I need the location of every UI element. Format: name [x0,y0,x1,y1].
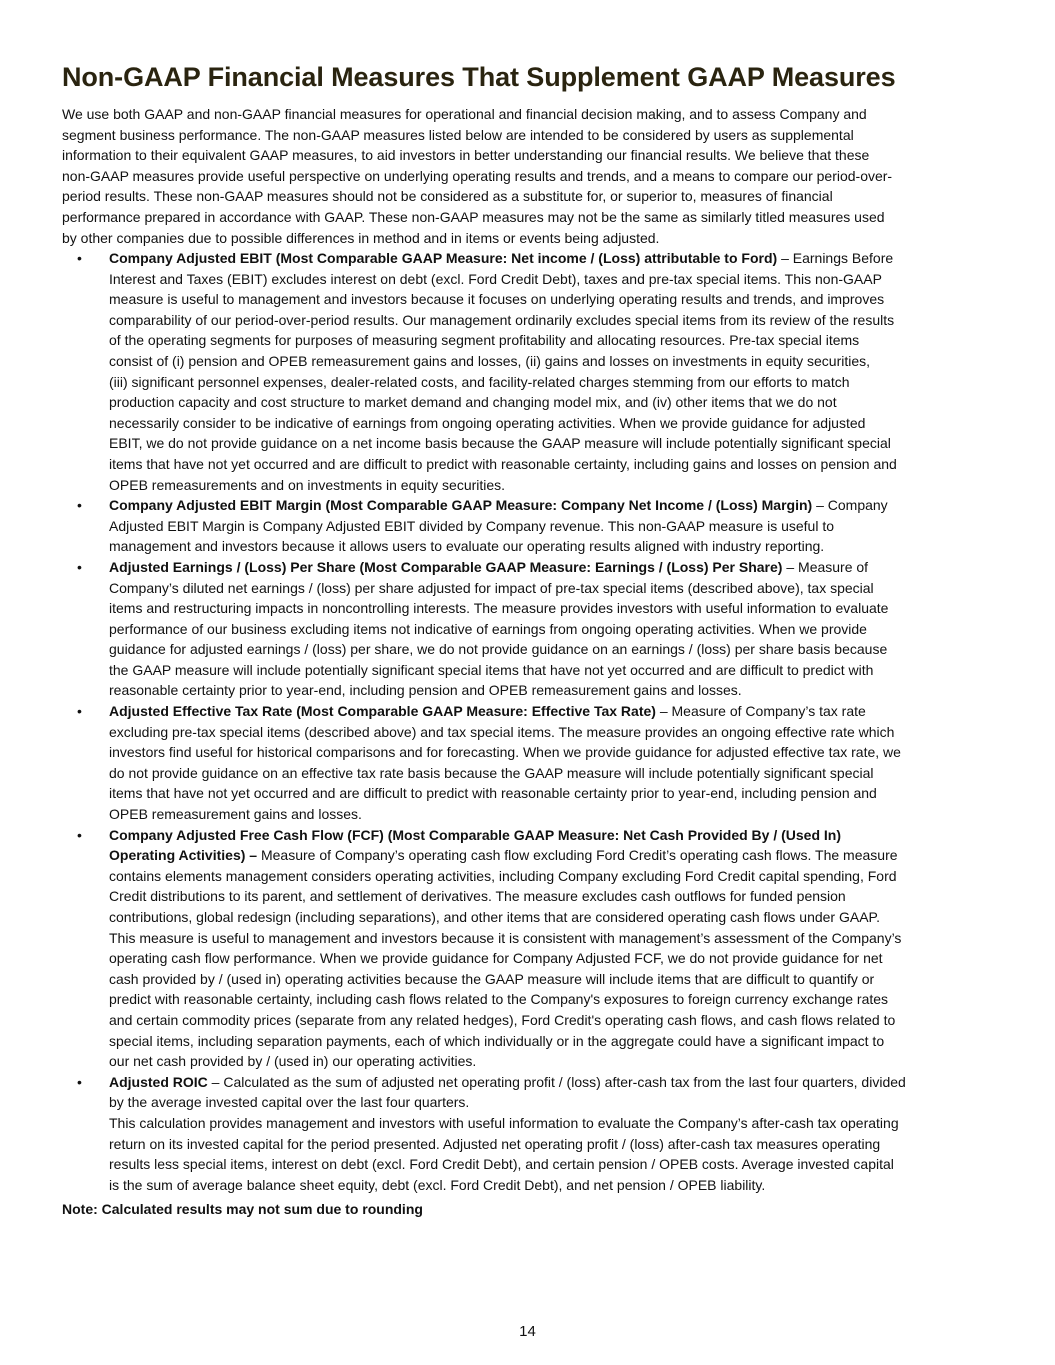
measure-line: This calculation provides management and investors with useful information to evaluate the Company’s after-cash tax operating [109,1114,899,1131]
intro-line: non-GAAP measures provide useful perspective on underlying operating results and trends, and a means to compare our period-over- [62,167,893,184]
measure-line: items that have not yet occurred and are difficult to predict with reasonable certainty prior to year-end, including pension and [109,785,877,802]
measure-line: results less special items, interest on debt (excl. Ford Credit Debt), and certain pension / OPEB costs. Average invested capital [109,1156,894,1173]
measure-line: predict with reasonable certainty, including cash flows related to the Company's exposures to foreign currency exchange rates [109,991,889,1008]
measure-adjusted-eps [62,557,1002,701]
measure-line: EBIT, we do not provide guidance on a net income basis because the GAAP measure will include potentially significant special [109,435,891,452]
bullet-icon: • [77,558,82,575]
measure-line: special items, including separation payments, each of which individually or in the aggregate could have a significant impact to [109,1032,885,1049]
measure-adjusted-roic [62,1072,1002,1196]
measure-line: our net cash provided by / (used in) our operating activities. [109,1053,477,1070]
measure-term: Adjusted Effective Tax Rate (Most Comparable GAAP Measure: Effective Tax Rate) [109,703,656,720]
measure-line: contributions, global redesign (including separations), and other items that are considered operating cash flows under GAAP. [109,909,880,925]
page-title: Non-GAAP Financial Measures That Supplement GAAP Measures [62,62,896,92]
measure-tax-rate [62,701,1002,825]
intro-line: We use both GAAP and non-GAAP financial measures for operational and financial decision making, and to assess Company and [62,106,867,122]
measure-text: – Measure of [782,558,869,575]
measure-ebit [62,248,1002,495]
measure-line: excluding pre-tax special items (described above) and tax special items. The measure provides an ongoing effective rate which [109,723,895,740]
measure-text: – Company [812,497,888,514]
measure-line: contains elements management considers operating activities, including Company excluding Ford Credit capital spending, Ford [109,867,897,884]
measure-line: operating cash flow performance. When we provide guidance for Company Adjusted FCF, we do not provide guidance for net [109,950,883,967]
bullet-icon: • [77,703,82,720]
measure-term: Adjusted ROIC [109,1073,208,1090]
measure-text: – Measure of Company’s tax rate [655,703,866,720]
intro-line: period results. These non-GAAP measures should not be considered as a substitute for, or superior to, measures of financial [62,188,833,205]
measure-line: OPEB remeasurement gains and losses. [109,806,362,823]
measure-line: performance of our business excluding items not indicative of earnings from ongoing operating activities. When we provide [109,620,867,637]
measure-line: is the sum of average balance sheet equity, debt (excl. Ford Credit Debt), and net pension / OPEB liability. [109,1176,766,1193]
measure-first-line [109,1072,1002,1093]
measure-line: Adjusted EBIT Margin is Company Adjusted EBIT divided by Company revenue. This non-GAAP measure is useful to [109,517,835,534]
measure-free-cash-flow [62,825,1002,1072]
measure-line: Credit distributions to its parent, and settlement of derivatives. The measure excludes cash outflows for funded pension [109,888,846,905]
measure-line: This measure is useful to management and investors because it is consistent with management’s assessment of the Company’s [109,929,902,946]
bullet-icon: • [77,497,82,514]
measure-line: cash provided by / (used in) operating activities because the GAAP measure will include items that are difficult to quantify or [109,970,875,987]
measure-term: Company Adjusted EBIT Margin (Most Comparable GAAP Measure: Company Net Income / (Loss) Margin) [109,497,813,514]
measure-line: measure is useful to management and investors because it focuses on underlying operating results and trends, and improves [109,291,885,308]
measure-line: return on its invested capital for the period presented. Adjusted net operating profit / (loss) after-cash tax measures operating [109,1135,881,1152]
measure-line: Company’s diluted net earnings / (loss) per share adjusted for impact of pre-tax special items (described above), tax special [109,579,874,596]
rounding-note: Note: Calculated results may not sum due to rounding [62,1201,423,1217]
measure-first-line [109,701,1002,722]
measure-term: Company Adjusted EBIT (Most Comparable GAAP Measure: Net income / (Loss) attributable to Ford) [109,250,778,266]
measure-first-line [109,248,1002,269]
intro-line: by other companies due to possible differences in method and in items or events being adjusted. [62,229,660,246]
measure-line: reasonable certainty prior to year-end, including pension and OPEB remeasurement gains and losses. [109,682,742,699]
intro-line: information to their equivalent GAAP measures, to aid investors in better understanding our financial results. We believe that these [62,147,870,164]
measure-first-line [109,557,1002,578]
measure-ebit-margin [62,495,1002,557]
bullet-icon: • [77,1073,82,1090]
page-number: 14 [519,1323,536,1340]
measure-first-line [109,495,1002,516]
measure-line: management and investors because it allows users to evaluate our operating results aligned with industry reporting. [109,538,825,555]
intro-paragraph [62,104,1002,248]
measure-line: of the operating segments for purposes of measuring segment profitability and allocating resources. Pre-tax special items [109,332,860,349]
bullet-icon: • [77,250,82,266]
measure-line: guidance for adjusted earnings / (loss) per share, we do not provide guidance on an earnings / (loss) per share basis because [109,641,888,658]
bullet-icon: • [77,826,82,843]
measure-line: items and restructuring impacts in noncontrolling interests. The measure provides investors with useful information to evaluate [109,600,889,617]
measure-line: production capacity and cost structure to market demand and changing model mix, and (iv) other items that we do not [109,394,837,411]
measure-line: investors find useful for historical comparisons and for forecasting. When we provide guidance for adjusted effective tax rate, we [109,744,901,761]
measure-term: Company Adjusted Free Cash Flow (FCF) (Most Comparable GAAP Measure: Net Cash Provided By / (Used In) [109,826,841,843]
measure-term: Adjusted Earnings / (Loss) Per Share (Most Comparable GAAP Measure: Earnings / (Loss) Per Share) [109,558,783,575]
measures-list [62,248,1002,1195]
measure-second-line [109,845,1002,866]
intro-line: performance prepared in accordance with GAAP. These non-GAAP measures may not be the same as similarly titled measures used [62,208,885,225]
measure-line: OPEB remeasurements and on investments in equity securities. [109,476,506,493]
measure-line: and certain commodity prices (separate from any related hedges), Ford Credit's operating cash flows, and cash flows related to [109,1011,896,1028]
measure-text: – Calculated as the sum of adjusted net operating profit / (loss) after-cash tax from the last four quarters, divided [207,1073,906,1090]
measure-term-continued: Operating Activities) – [109,847,258,864]
measure-line: consist of (i) pension and OPEB remeasurement gains and losses, (ii) gains and losses on investments in equity securities, [109,352,871,369]
measure-line: items that have not yet occurred and are difficult to predict with reasonable certainty, including gains and losses on pension and [109,455,897,472]
measure-text: Measure of Company’s operating cash flow excluding Ford Credit’s operating cash flows. The measure [257,847,898,864]
intro-line: segment business performance. The non-GAAP measures listed below are intended to be considered by users as supplemental [62,126,854,143]
measure-line: necessarily consider to be indicative of earnings from ongoing operating activities. When we provide guidance for adjusted [109,414,866,431]
measure-line: the GAAP measure will include potentially significant special items that have not yet occurred and are difficult to predict with [109,661,874,678]
measure-line: by the average invested capital over the last four quarters. [109,1094,470,1111]
measure-text: – Earnings Before [777,250,894,266]
measure-line: comparability of our period-over-period results. Our management ordinarily excludes special items from its review of the results [109,311,895,328]
measure-line: do not provide guidance on an effective tax rate basis because the GAAP measure will include potentially significant special [109,764,874,781]
measure-line: (iii) significant personnel expenses, dealer-related costs, and facility-related charges stemming from our efforts to match [109,373,850,390]
measure-line: Interest and Taxes (EBIT) excludes interest on debt (excl. Ford Credit Debt), taxes and pre-tax special items. This non-GAAP [109,270,882,287]
